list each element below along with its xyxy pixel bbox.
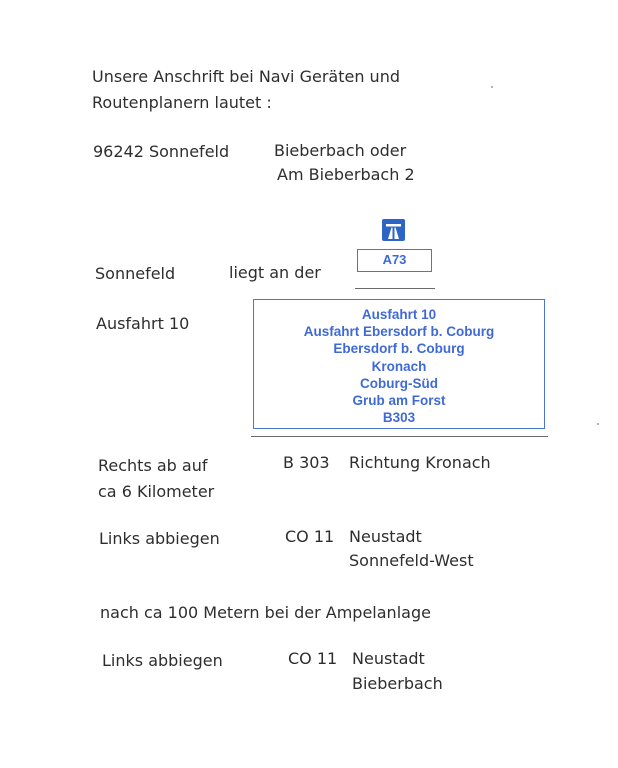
direction-1-road: B 303 — [283, 453, 330, 472]
exit-sign-line: Grub am Forst — [352, 393, 446, 409]
exit-sign-line: Ausfahrt 10 — [361, 307, 437, 322]
exit-sign-line: Ebersdorf b. Coburg — [333, 341, 465, 357]
exit-label: Ausfahrt 10 — [96, 314, 190, 333]
exit-sign-line: Ausfahrt Ebersdorf b. Coburg — [303, 324, 495, 340]
scan-speck — [491, 86, 493, 88]
motorway-icon — [382, 219, 405, 241]
direction-1-destination: Richtung Kronach — [349, 453, 491, 472]
highway-text: liegt an der — [229, 263, 321, 282]
direction-4-road: CO 11 — [288, 649, 338, 668]
scan-speck — [597, 423, 599, 425]
direction-4-destination-2: Bieberbach — [352, 674, 443, 693]
exit-sign-line: Coburg-Süd — [360, 375, 438, 391]
exit-sign-line: B303 — [382, 410, 416, 426]
direction-3-note: nach ca 100 Metern bei der Ampelanlage — [100, 603, 431, 622]
address-street-line-2: Am Bieberbach 2 — [277, 165, 415, 184]
motorway-number-sign: A73 — [357, 249, 432, 272]
divider-under-a73 — [355, 288, 435, 289]
exit-sign — [253, 299, 545, 429]
highway-place: Sonnefeld — [95, 264, 176, 283]
exit-sign-line: Kronach — [371, 358, 427, 374]
divider-under-sign — [251, 436, 548, 437]
direction-2-action: Links abbiegen — [99, 529, 220, 548]
direction-2-destination-1: Neustadt — [349, 527, 422, 546]
direction-4-destination-1: Neustadt — [352, 649, 425, 668]
address-street-line-1: Bieberbach oder — [274, 141, 407, 160]
direction-2-road: CO 11 — [285, 527, 335, 546]
direction-1-action: Rechts ab auf — [98, 456, 208, 475]
direction-4-action: Links abbiegen — [102, 651, 223, 670]
intro-line-2: Routenplanern lautet : — [92, 93, 272, 112]
address-city: 96242 Sonnefeld — [93, 142, 230, 161]
direction-2-destination-2: Sonnefeld-West — [349, 551, 474, 570]
intro-line-1: Unsere Anschrift bei Navi Geräten und — [92, 67, 400, 86]
direction-1-distance: ca 6 Kilometer — [98, 482, 215, 501]
